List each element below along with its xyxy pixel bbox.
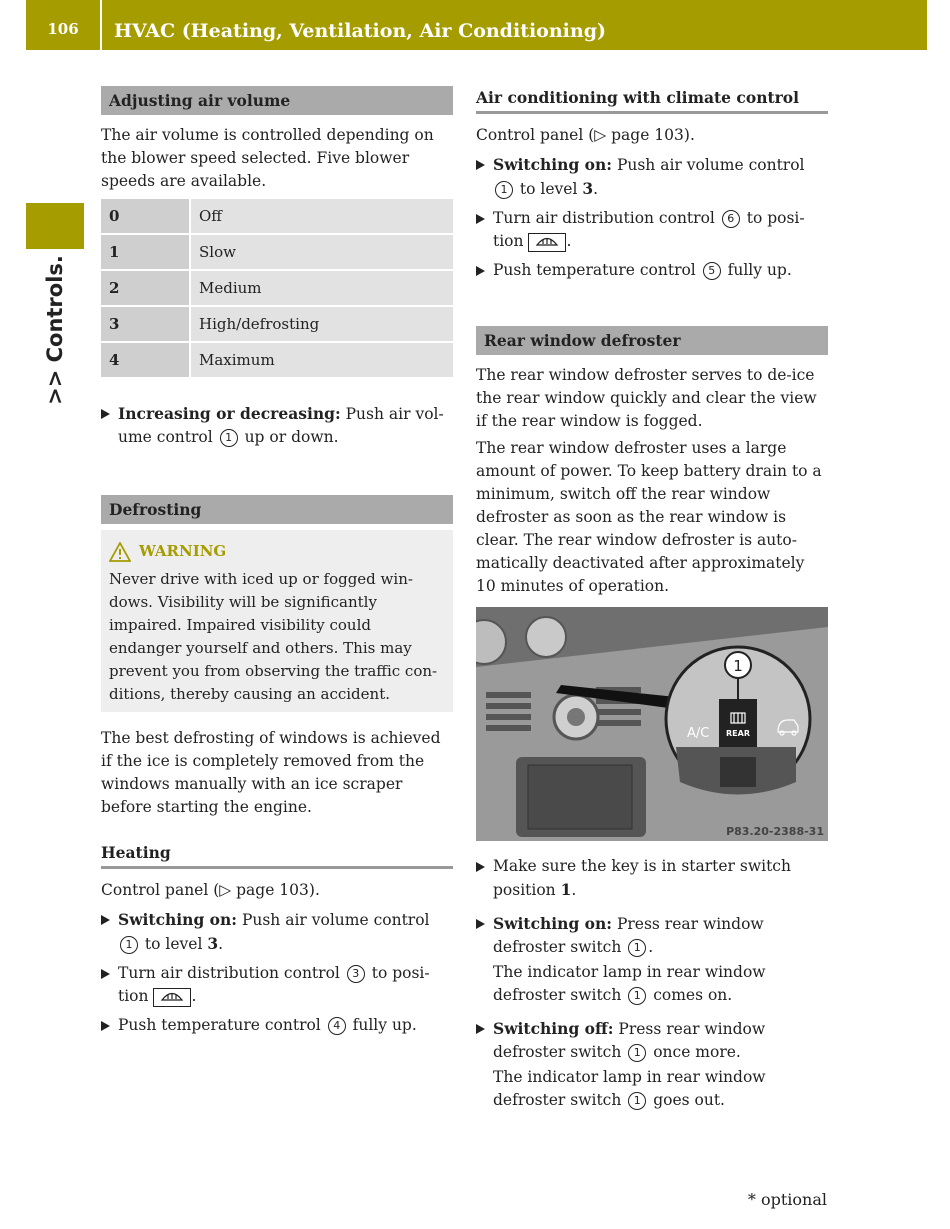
heating-control-panel-ref: Control panel (▷ page 103). (101, 881, 320, 899)
step-text: once more. (648, 1043, 741, 1061)
callout-number: 1 (628, 939, 646, 957)
rear-step-key-position (476, 855, 828, 902)
callout-number: 5 (703, 262, 721, 280)
blower-speed-label: High/defrosting (189, 307, 453, 341)
step-text: . (191, 987, 197, 1005)
step-text: Make sure the key is in starter switch position (493, 857, 791, 899)
air-volume-intro: The air volume is controlled depending on the blower speed selected. Five blower speeds are available. (101, 126, 434, 190)
left-column (101, 86, 453, 1037)
page-number: 106 (47, 20, 79, 38)
step-text: comes on. (648, 986, 733, 1004)
blower-speed-row (101, 307, 453, 341)
ac-button-label: A/C (687, 726, 710, 741)
ac-step-temperature (476, 259, 828, 282)
callout-number: 1 (628, 1044, 646, 1062)
step-text: Push temperature control (118, 1016, 326, 1034)
step-text: Push air volume control (237, 911, 430, 929)
step-text: . (218, 935, 224, 953)
blower-speed-level: 4 (101, 343, 189, 377)
heating-step-distribution (101, 962, 453, 1008)
step-text: Push air vol-ume control (118, 405, 444, 446)
warning-title: WARNING (139, 542, 227, 560)
key-position-value: 1 (560, 880, 572, 899)
ac-step-switch-on (476, 153, 828, 201)
step-label: Increasing or decreasing: (118, 404, 341, 423)
warning-text: Never drive with iced up or fogged win-dows. Visibility will be significantly impaired. Impaired visibility could endanger yourself and others. This may prevent you from observing the traffic con-ditions, thereby causing an accident. (109, 570, 438, 703)
callout-number: 6 (722, 210, 740, 228)
level-value: 3 (582, 179, 594, 198)
step-text: . (648, 938, 654, 956)
step-increase-decrease (101, 402, 453, 449)
dashboard-photo (476, 607, 828, 841)
step-text: . (593, 180, 599, 198)
callout-number: 4 (328, 1017, 346, 1035)
blower-speed-level: 3 (101, 307, 189, 341)
warning-header (109, 540, 445, 563)
defrosting-body: The best defrosting of windows is achieved if the ice is completely removed from the windows manually with an ice scraper before starting the engine. (101, 729, 441, 816)
blower-speed-table (101, 197, 453, 379)
blower-speed-level: 2 (101, 271, 189, 305)
step-text: to level (140, 935, 208, 953)
step-label: Switching on: (493, 914, 613, 933)
step-label: Switching on: (493, 155, 613, 174)
page-header (26, 0, 927, 50)
header-divider (100, 0, 102, 50)
sidebar-section-label: >> Controls. (43, 255, 67, 405)
blower-speed-label: Off (189, 199, 453, 233)
rear-step-switch-on (476, 912, 828, 1007)
page-title: HVAC (Heating, Ventilation, Air Conditioning) (114, 20, 606, 42)
rear-step-switch-off (476, 1017, 828, 1112)
callout-number: 3 (347, 965, 365, 983)
blower-speed-label: Medium (189, 271, 453, 305)
step-text: Turn air distribution control (493, 209, 720, 227)
heating-step-temperature (101, 1014, 453, 1037)
step-text: Press rear window defroster switch (493, 1020, 766, 1061)
rear-defroster-p2: The rear window defroster uses a large amount of power. To keep battery drain to a minimum, switch off the rear window defroster as soon as the rear window is clear. The rear window defroster is auto-matically deactivated after approximately 10 minutes of operation. (476, 439, 822, 595)
blower-speed-label: Maximum (189, 343, 453, 377)
callout-number: 1 (628, 987, 646, 1005)
section-heading-rear-defroster: Rear window defroster (476, 326, 828, 355)
footer-optional-note: * optional (747, 1190, 827, 1209)
step-text: to level (515, 180, 583, 198)
callout-number: 1 (495, 181, 513, 199)
photo-reference-code: P83.20-2388-31 (726, 825, 824, 838)
step-label: Switching off: (493, 1019, 614, 1038)
windshield-defrost-icon (528, 233, 566, 252)
step-text: Push temperature control (493, 261, 701, 279)
step-text: goes out. (648, 1091, 725, 1109)
step-result (493, 1066, 828, 1112)
blower-speed-row (101, 199, 453, 233)
step-text: . (566, 232, 572, 250)
step-text: The indicator lamp in rear window defroster switch (493, 963, 766, 1004)
ac-step-distribution (476, 207, 828, 253)
callout-number: 1 (220, 429, 238, 447)
section-heading-defrosting: Defrosting (101, 495, 453, 524)
warning-box (101, 530, 453, 712)
blower-speed-row (101, 343, 453, 377)
step-label: Switching on: (118, 910, 238, 929)
step-text: fully up. (722, 261, 792, 279)
step-text: Press rear window defroster switch (493, 915, 764, 956)
ac-control-panel-ref: Control panel (▷ page 103). (476, 126, 695, 144)
section-heading-air-volume: Adjusting air volume (101, 86, 453, 115)
step-text: fully up. (347, 1016, 417, 1034)
windshield-defrost-icon (153, 988, 191, 1007)
blower-speed-label: Slow (189, 235, 453, 269)
level-value: 3 (207, 934, 219, 953)
step-result (493, 961, 828, 1007)
rear-defroster-p1: The rear window defroster serves to de-ice the rear window quickly and clear the view if the rear window is fogged. (476, 366, 817, 430)
heating-step-switch-on (101, 908, 453, 956)
blower-speed-level: 1 (101, 235, 189, 269)
section-heading-heating: Heating (101, 841, 453, 869)
step-text: to posi-tion (493, 209, 805, 250)
warning-triangle-icon (109, 542, 131, 562)
callout-number: 1 (120, 936, 138, 954)
step-text: Push air volume control (612, 156, 805, 174)
step-text: up or down. (239, 428, 339, 446)
right-column (476, 86, 828, 1112)
blower-speed-row (101, 271, 453, 305)
photo-callout-number: 1 (733, 657, 743, 675)
callout-number: 1 (628, 1092, 646, 1110)
section-heading-ac: Air conditioning with climate control (476, 86, 828, 114)
rear-button-label: REAR (726, 729, 750, 738)
step-text: . (571, 881, 577, 899)
step-text: The indicator lamp in rear window defroster switch (493, 1068, 766, 1109)
blower-speed-row (101, 235, 453, 269)
sidebar-tab-marker (26, 203, 84, 249)
blower-speed-level: 0 (101, 199, 189, 233)
step-text: Turn air distribution control (118, 964, 345, 982)
step-text: to posi-tion (118, 964, 430, 1005)
